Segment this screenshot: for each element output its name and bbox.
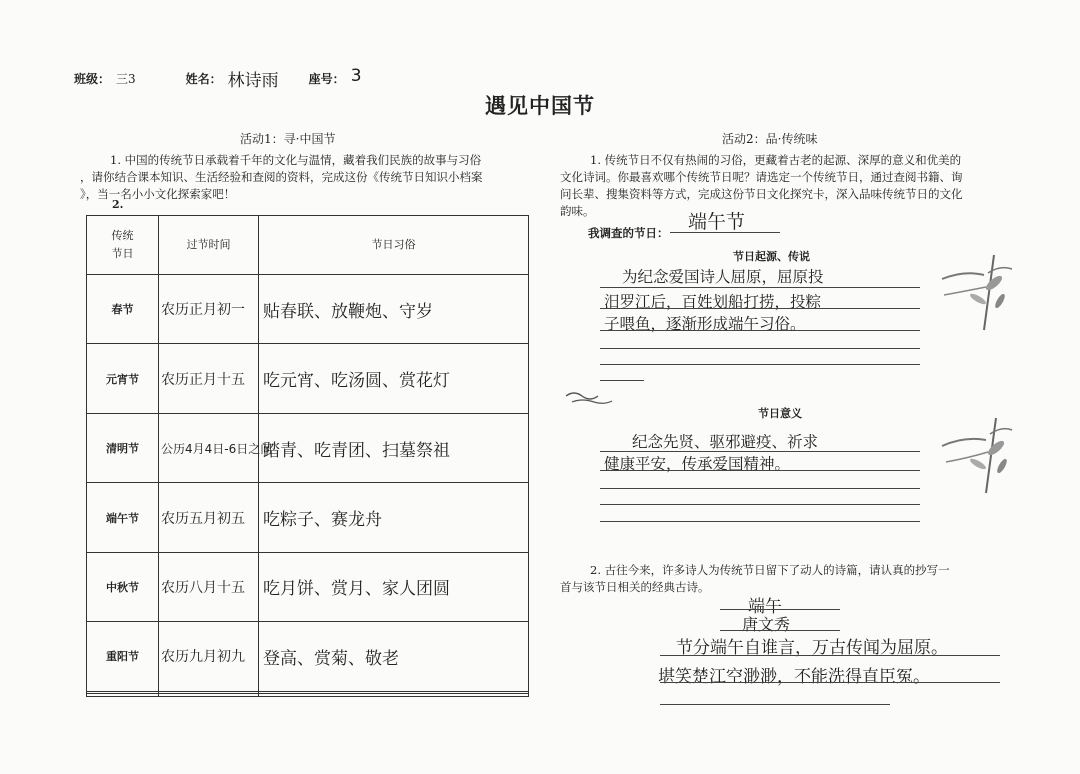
festival-name: 元宵节 — [87, 344, 159, 413]
writing-line — [600, 308, 920, 309]
writing-line — [600, 348, 920, 349]
origin-line: 为纪念爱国诗人屈原，屈原投 — [622, 268, 824, 286]
writing-line — [600, 330, 920, 331]
seat-value: 3 — [350, 66, 362, 86]
chosen-festival-value: 端午节 — [688, 211, 746, 233]
festival-name: 清明节 — [87, 413, 159, 482]
table-row — [87, 694, 529, 697]
col-header-festival-line: 节日 — [111, 247, 134, 260]
bamboo-icon — [934, 418, 1014, 498]
writing-line — [600, 521, 920, 522]
meaning-line: 纪念先贤、驱邪避疫、祈求 — [632, 433, 819, 451]
festival-customs: 吃元宵、吃汤圆、赏花灯 — [259, 344, 529, 413]
col-header-festival — [87, 216, 159, 275]
table-row — [87, 344, 529, 413]
writing-line — [600, 504, 920, 505]
table-row — [87, 483, 529, 552]
writing-line — [600, 470, 920, 471]
writing-line — [660, 655, 1000, 656]
meaning-label: 节日意义 — [758, 407, 802, 420]
name-value: 林诗雨 — [227, 71, 279, 91]
cloud-icon — [564, 388, 614, 408]
festival-time: 农历正月十五 — [159, 344, 259, 413]
chosen-festival-label: 我调查的节日： — [588, 226, 669, 240]
origin-line: 子喂鱼，逐渐形成端午习俗。 — [604, 315, 806, 333]
festival-name: 端午节 — [87, 483, 159, 552]
col-header-customs: 节日习俗 — [259, 216, 529, 275]
festival-table — [86, 215, 529, 697]
writing-line — [660, 682, 1000, 683]
name-label: 姓名： — [185, 72, 222, 86]
festival-time — [159, 694, 259, 697]
festival-time: 农历正月初一 — [159, 275, 259, 344]
activity2-intro-line: 问长辈、搜集资料等方式，完成这份节日文化探究卡，深入品味传统节日的文化 — [560, 187, 963, 201]
activity1-item2: 2. — [112, 198, 124, 211]
festival-customs — [259, 694, 529, 697]
festival-time: 农历五月初五 — [159, 483, 259, 552]
table-row — [87, 275, 529, 344]
meaning-line: 健康平安，传承爱国精神。 — [604, 455, 791, 473]
poem-line: 堪笑楚江空渺渺，不能洗得直臣冤。 — [658, 667, 930, 687]
poem-author: 唐文秀 — [742, 615, 791, 634]
festival-customs: 吃月饼、赏月、家人团圆 — [259, 552, 529, 621]
activity1-heading: 活动1：寻·中国节 — [240, 132, 336, 146]
festival-name: 重阳节 — [87, 622, 159, 691]
activity1-intro — [80, 152, 540, 203]
festival-time: 农历九月初九 — [159, 622, 259, 691]
table-row — [87, 552, 529, 621]
col-header-time: 过节时间 — [159, 216, 259, 275]
festival-time: 农历八月十五 — [159, 552, 259, 621]
writing-line — [720, 609, 840, 610]
bamboo-icon — [934, 255, 1014, 335]
festival-name: 中秋节 — [87, 552, 159, 621]
poem-intro-line: 首与该节日相关的经典古诗。 — [560, 580, 710, 594]
festival-customs: 贴春联、放鞭炮、守岁 — [259, 275, 529, 344]
writing-line — [600, 287, 920, 288]
table-header-row — [87, 216, 529, 275]
underline — [670, 232, 780, 233]
festival-time: 公历4月4日-6日之间 — [159, 413, 259, 482]
poem-intro-line: 2. 古往今来，许多诗人为传统节日留下了动人的诗篇，请认真的抄写一 — [590, 563, 950, 577]
writing-line — [600, 451, 920, 452]
class-label: 班级： — [74, 72, 111, 86]
writing-line — [600, 488, 920, 489]
writing-line — [660, 704, 890, 705]
page-title: 遇见中国节 — [485, 93, 595, 118]
activity1-intro-line: ，请你结合课本知识、生活经验和查阅的资料，完成这份《传统节日知识小档案 — [80, 170, 483, 184]
festival-customs: 踏青、吃青团、扫墓祭祖 — [259, 413, 529, 482]
poem-line: 节分端午自谁言，万古传闻为屈原。 — [676, 638, 948, 658]
col-header-festival-line: 传统 — [111, 229, 134, 242]
festival-customs: 登高、赏菊、敬老 — [259, 622, 529, 691]
festival-customs: 吃粽子、赛龙舟 — [259, 483, 529, 552]
festival-name: 春节 — [87, 275, 159, 344]
writing-line — [720, 630, 840, 631]
activity2-intro-line: 文化诗词。你最喜欢哪个传统节日呢？请选定一个传统节日，通过查阅书籍、询 — [560, 170, 963, 184]
poem-intro — [560, 562, 1020, 596]
writing-line — [600, 380, 644, 381]
table-row — [87, 622, 529, 691]
activity1-intro-line: 1. 中国的传统节日承载着千年的文化与温情，藏着我们民族的故事与习俗 — [110, 153, 482, 167]
origin-line: 汨罗江后，百姓划船打捞，投粽 — [604, 293, 822, 311]
poem-title: 端午 — [748, 597, 782, 617]
class-value: 三3 — [116, 72, 136, 86]
seat-label: 座号： — [308, 72, 345, 86]
festival-name — [87, 694, 159, 697]
origin-label: 节日起源、传说 — [733, 250, 810, 263]
writing-line — [600, 364, 920, 365]
activity2-intro-line: 韵味。 — [560, 204, 595, 218]
activity1-intro-line: 》，当一名小小文化探索家吧！ — [80, 187, 236, 201]
activity2-intro-line: 1. 传统节日不仅有热闹的习俗，更藏着古老的起源、深厚的意义和优美的 — [590, 153, 962, 167]
activity2-intro — [560, 152, 1030, 220]
table-row — [87, 413, 529, 482]
activity2-heading: 活动2：品·传统味 — [722, 132, 818, 146]
